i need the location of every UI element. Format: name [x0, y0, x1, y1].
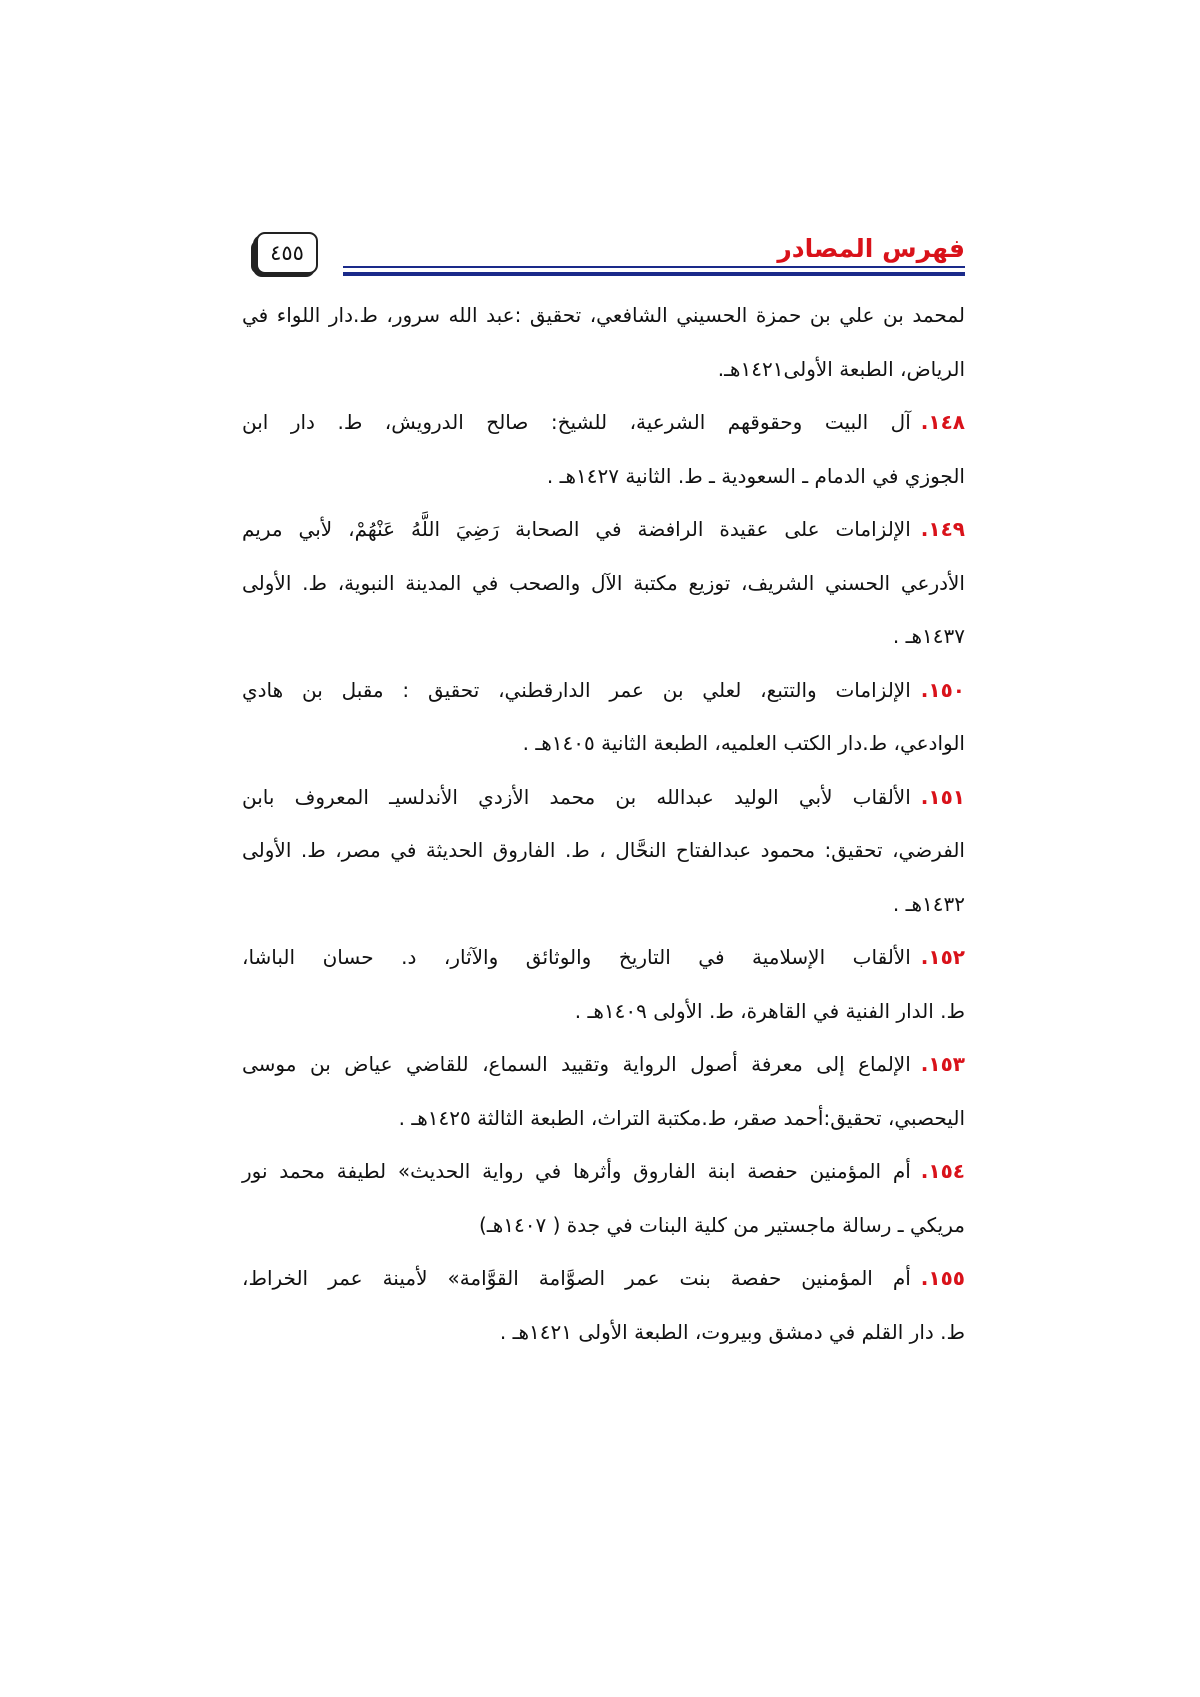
entry-line: [242, 450, 965, 504]
entry-text: آل البيت وحقوقهم الشرعية، للشيخ: صالح الدرويش، ط. دار ابن: [242, 410, 911, 434]
bibliography-entry: [242, 1145, 965, 1252]
bibliography-entry: [242, 931, 965, 1038]
entry-text: الإلزامات والتتبع، لعلي بن عمر الدارقطني، تحقيق : مقبل بن هادي: [242, 677, 911, 702]
entry-number: ١٤٩.: [920, 517, 965, 541]
entry-line: [242, 557, 965, 611]
entry-number: ١٥٥.: [920, 1266, 965, 1290]
entry-line: [242, 1306, 965, 1360]
entry-line: [242, 878, 965, 932]
bibliography-entry: [242, 396, 965, 503]
entry-line: [242, 289, 965, 343]
entry-line: [242, 824, 965, 878]
entry-line: [242, 931, 965, 985]
entry-line: [242, 664, 965, 718]
bibliography-entry: [242, 664, 965, 771]
header-rule-thick: [343, 272, 965, 276]
entry-line: [242, 1145, 965, 1199]
entry-line: [242, 610, 965, 664]
entry-text: الإلماع إلى معرفة أصول الرواية وتقييد السماع، للقاضي عياض بن موسى: [242, 1052, 911, 1076]
entry-text: الرياض، الطبعة الأولى١٤٢١هـ.: [717, 356, 965, 381]
entry-line: [242, 985, 965, 1039]
bibliography-entry: [242, 289, 965, 396]
bibliography-entry: [242, 503, 965, 664]
entry-number: ١٥٢.: [920, 945, 965, 969]
entry-number: ١٥٤.: [920, 1159, 965, 1183]
entry-text: الأدرعي الحسني الشريف، توزيع مكتبة الآل والصحب في المدينة النبوية، ط. الأولى: [242, 570, 965, 595]
entry-number: ١٥١.: [920, 784, 965, 809]
entry-line: [242, 1092, 965, 1146]
bibliography-list: [242, 289, 965, 1359]
entry-number: ١٤٨.: [920, 410, 965, 434]
bibliography-entry: [242, 1038, 965, 1145]
entry-text: أم المؤمنين حفصة بنت عمر الصوَّامة القوَّامة» لأمينة عمر الخراط،: [242, 1266, 911, 1290]
entry-text: مريكي ـ رسالة ماجستير من كلية البنات في جدة ( ١٤٠٧هـ): [479, 1212, 965, 1237]
bibliography-entry: [242, 771, 965, 932]
entry-text: الإلزامات على عقيدة الرافضة في الصحابة رَضِيَ اللَّهُ عَنْهُمْ، لأبي مريم: [242, 517, 911, 541]
entry-line: [242, 717, 965, 771]
entry-text: لمحمد بن علي بن حمزة الحسيني الشافعي، تحقيق :عبد الله سرور، ط.دار اللواء في: [242, 303, 965, 327]
entry-line: [242, 343, 965, 397]
entry-text: ط. الدار الفنية في القاهرة، ط. الأولى ١٤٠٩هـ .: [574, 998, 965, 1023]
entry-text: الفرضي، تحقيق: محمود عبدالفتاح النحَّال ، ط. الفاروق الحديثة في مصر، ط. الأولى: [242, 838, 965, 862]
entry-text: أم المؤمنين حفصة ابنة الفاروق وأثرها في رواية الحديث» لطيفة محمد نور: [242, 1159, 911, 1183]
page-number: ٤٥٥: [256, 232, 318, 274]
entry-line: [242, 771, 965, 825]
entry-number: ١٥٣.: [920, 1052, 965, 1076]
entry-text: ط. دار القلم في دمشق وبيروت، الطبعة الأولى ١٤٢١هـ .: [499, 1319, 965, 1344]
entry-text: ١٤٣٧هـ .: [892, 624, 965, 648]
entry-text: الألقاب الإسلامية في التاريخ والوثائق والآثار، د. حسان الباشا،: [242, 945, 911, 969]
entry-line: [242, 503, 965, 557]
header-rule: [343, 266, 965, 268]
entry-line: [242, 1252, 965, 1306]
entry-text: الألقاب لأبي الوليد عبدالله بن محمد الأزدي الأندلسيـ المعروف بابن: [242, 784, 911, 809]
bibliography-entry: [242, 1252, 965, 1359]
entry-line: [242, 1199, 965, 1253]
entry-text: اليحصبي، تحقيق:أحمد صقر، ط.مكتبة التراث، الطبعة الثالثة ١٤٢٥هـ .: [398, 1105, 965, 1130]
entry-text: الوادعي، ط.دار الكتب العلميه، الطبعة الثانية ١٤٠٥هـ .: [522, 731, 965, 755]
entry-line: [242, 1038, 965, 1092]
entry-text: ١٤٣٢هـ .: [892, 891, 965, 916]
entry-line: [242, 396, 965, 450]
page-title: فهرس المصادر: [777, 234, 965, 263]
entry-text: الجوزي في الدمام ـ السعودية ـ ط. الثانية ١٤٢٧هـ .: [546, 463, 965, 488]
entry-number: ١٥٠.: [920, 677, 965, 702]
